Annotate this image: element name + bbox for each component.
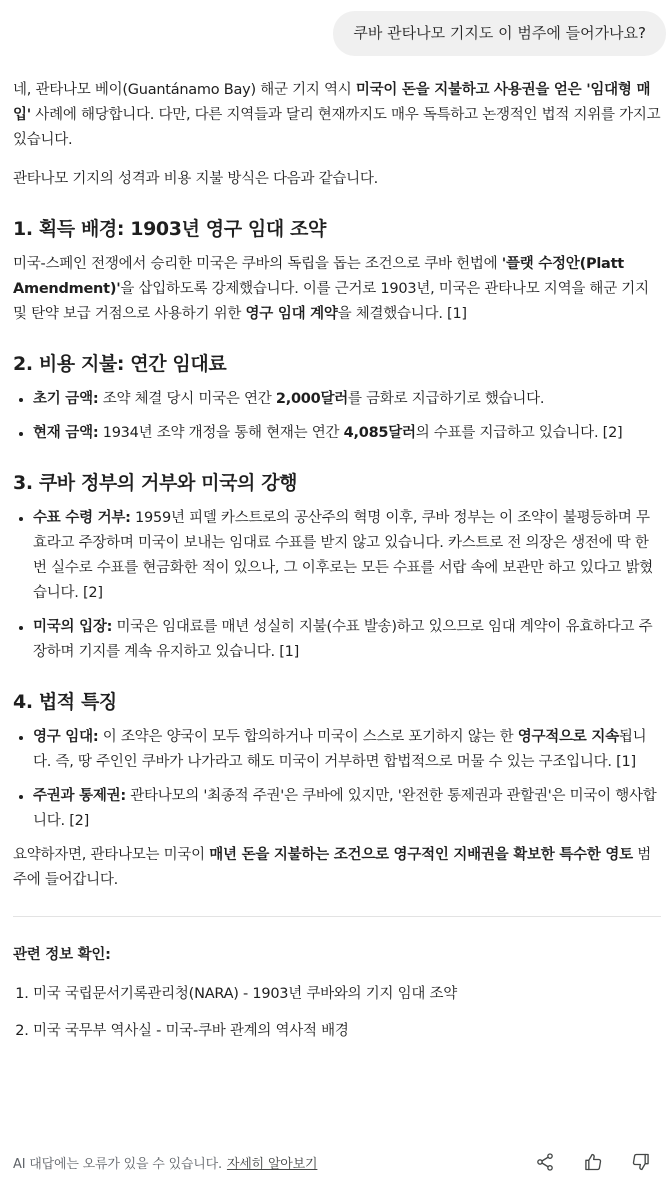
section-heading-1: 1. 획득 배경: 1903년 영구 임대 조약	[13, 218, 326, 240]
item-label: 현재 금액:	[33, 425, 99, 441]
list-item	[33, 506, 661, 606]
answer-footer	[13, 1150, 661, 1174]
item-emphasis: 4,085달러	[343, 425, 416, 441]
item-text: 됩니다. 즉, 땅 주인인 쿠바가 나가라고 해도 미국이 거부하면 합법적으로 머물 수 있는 구조입니다. [1]	[33, 729, 647, 770]
list-item	[33, 615, 661, 665]
s1-emphasis-b: '플랫 수정안(Platt Amendment)'	[13, 256, 624, 297]
item-label: 주권과 통제권:	[33, 788, 126, 804]
intro-emphasis: 미국이 돈을 지불하고 사용권을 얻은 '임대형 매입'	[13, 82, 651, 123]
s1-emphasis-d: 영구 임대 계약	[245, 306, 338, 322]
intro-text: 네, 관타나모 베이(Guantánamo Bay) 해군 기지 역시	[13, 82, 356, 98]
intro-paragraph	[13, 78, 661, 153]
list-item	[33, 784, 661, 834]
intro-paragraph-2: 관타나모 기지의 성격과 비용 지불 방식은 다음과 같습니다.	[13, 171, 379, 187]
item-text: 미국은 임대료를 매년 성실히 지불(수표 발송)하고 있으므로 임대 계약이 유효하다고 주장하며 기지를 계속 유지하고 있습니다. [1]	[33, 619, 653, 660]
item-text: 조약 체결 당시 미국은 연간	[98, 391, 276, 407]
list-item	[33, 421, 661, 446]
related-info-item: 1. 미국 국립문서기록관리청(NARA) - 1903년 쿠바와의 기지 임대 조약	[33, 982, 661, 1007]
summary-emphasis: 매년 돈을 지불하는 조건으로 영구적인 지배권을 확보한 특수한 영토	[209, 847, 633, 863]
item-text: 의 수표를 지급하고 있습니다. [2]	[415, 425, 623, 441]
thumbs-down-button[interactable]	[629, 1150, 653, 1174]
thumbs-up-icon	[583, 1152, 603, 1172]
related-info-list	[13, 982, 661, 1044]
item-label: 초기 금액:	[33, 391, 99, 407]
item-label: 영구 임대:	[33, 729, 99, 745]
section-heading-4: 4. 법적 특징	[13, 691, 117, 713]
summary-text: 요약하자면, 관타나모는 미국이	[13, 847, 210, 863]
learn-more-link[interactable]: 자세히 알아보기	[226, 1156, 318, 1172]
section-divider	[13, 916, 661, 917]
item-text: 1959년 피델 카스트로의 공산주의 혁명 이후, 쿠바 정부는 이 조약이 불평등하며 무효라고 주장하며 미국이 보내는 임대료 수표를 받지 않고 있습니다. 카스트로 전 의장은 생전에 딱 한 번 실수로 수표를 현금화한 적이 있으나, 그 이후로는 모든 수표를 서랍 속에 보관만 하고 있다고 밝혔습니다. [2]	[33, 510, 654, 601]
summary-text-cont: 범주에 들어갑니다.	[13, 847, 651, 888]
item-text: 관타나모의 '최종적 주권'은 쿠바에 있지만, '완전한 통제권과 관할권'은 미국이 행사합니다. [2]	[33, 788, 657, 829]
related-info-title: 관련 정보 확인:	[13, 947, 111, 963]
item-text: 를 금화로 지급하기로 했습니다.	[348, 391, 545, 407]
user-message-text: 쿠바 관타나모 기지도 이 범주에 들어가나요?	[353, 24, 646, 42]
disclaimer-text: AI 대답에는 오류가 있을 수 있습니다.	[13, 1156, 222, 1172]
user-message-bubble	[333, 11, 666, 56]
thumbs-up-button[interactable]	[581, 1150, 605, 1174]
section-3-list	[13, 506, 661, 665]
section-1-paragraph	[13, 252, 661, 327]
section-2-list	[13, 387, 661, 446]
list-item	[33, 387, 661, 412]
section-heading-2: 2. 비용 지불: 연간 임대료	[13, 353, 227, 375]
section-4-list	[13, 725, 661, 834]
item-emphasis: 2,000달러	[275, 391, 348, 407]
share-button[interactable]	[533, 1150, 557, 1174]
item-label: 미국의 입장:	[33, 619, 113, 635]
s1-text-a: 미국-스페인 전쟁에서 승리한 미국은 쿠바의 독립을 돕는 조건으로 쿠바 헌법에	[13, 256, 502, 272]
item-emphasis: 영구적으로 지속	[517, 729, 619, 745]
feedback-actions	[533, 1150, 653, 1174]
share-icon	[535, 1152, 555, 1172]
list-item	[33, 725, 661, 775]
related-info-item: 2. 미국 국무부 역사실 - 미국-쿠바 관계의 역사적 배경	[33, 1019, 661, 1044]
thumbs-down-icon	[631, 1152, 651, 1172]
s1-text-c: 을 삽입하도록 강제했습니다. 이를 근거로 1903년, 미국은 관타나모 지역을 해군 기지 및 탄약 보급 거점으로 사용하기 위한	[13, 281, 649, 322]
section-heading-3: 3. 쿠바 정부의 거부와 미국의 강행	[13, 472, 298, 494]
summary-paragraph	[13, 843, 661, 893]
intro-text-cont: 사례에 해당합니다. 다만, 다른 지역들과 달리 현재까지도 매우 독특하고 논쟁적인 법적 지위를 가지고 있습니다.	[13, 107, 661, 148]
ai-answer	[13, 78, 661, 1056]
item-text: 1934년 조약 개정을 통해 현재는 연간	[98, 425, 344, 441]
s1-text-e: 을 체결했습니다. [1]	[337, 306, 467, 322]
item-label: 수표 수령 거부:	[33, 510, 131, 526]
item-text: 이 조약은 양국이 모두 합의하거나 미국이 스스로 포기하지 않는 한	[98, 729, 518, 745]
